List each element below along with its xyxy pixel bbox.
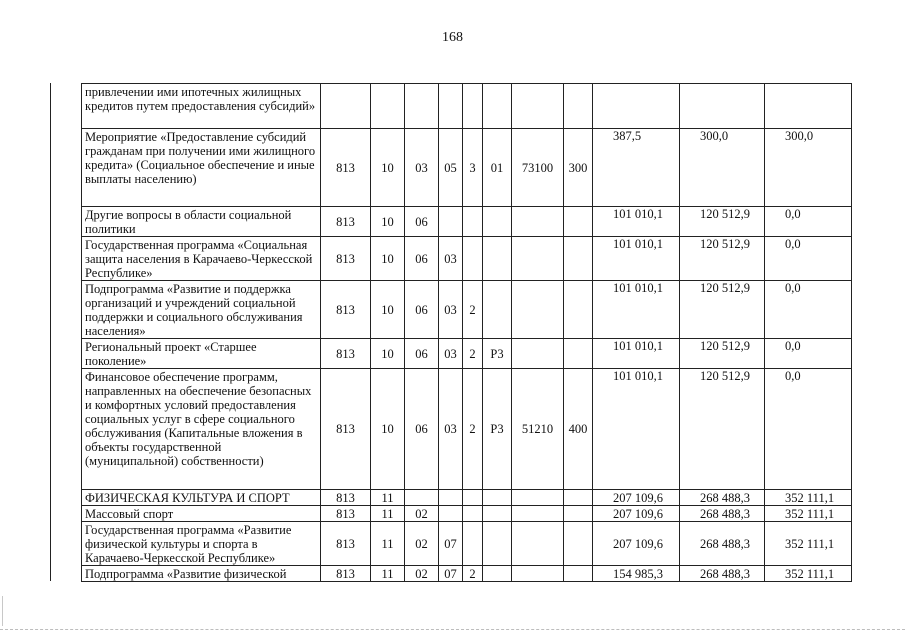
- program-code: [439, 84, 463, 129]
- amount-year-1: 101 010,1: [593, 339, 680, 369]
- table-row: [82, 207, 852, 237]
- scan-mark: [2, 596, 3, 626]
- subprogram-code: [463, 490, 483, 506]
- subsection-code: [405, 490, 439, 506]
- direction-code: [512, 84, 564, 129]
- subsection-code: 06: [405, 237, 439, 281]
- section-code: 11: [371, 490, 405, 506]
- row-name: Массовый спорт: [82, 506, 321, 522]
- project-code: [483, 281, 512, 339]
- row-name: ФИЗИЧЕСКАЯ КУЛЬТУРА И СПОРТ: [82, 490, 321, 506]
- amount-year-2: 120 512,9: [680, 207, 765, 237]
- table-body: [82, 84, 852, 582]
- amount-year-2: 120 512,9: [680, 369, 765, 490]
- amount-year-1: 207 109,6: [593, 506, 680, 522]
- subprogram-code: 2: [463, 339, 483, 369]
- row-name: привлечении ими ипотечных жилищных кредитов путем предоставления субсидий»: [82, 84, 321, 129]
- ministry-code: 813: [321, 207, 371, 237]
- direction-code: [512, 281, 564, 339]
- subsection-code: 06: [405, 339, 439, 369]
- amount-year-1: 101 010,1: [593, 369, 680, 490]
- subsection-code: 03: [405, 129, 439, 207]
- amount-year-1: 101 010,1: [593, 237, 680, 281]
- project-code: [483, 566, 512, 582]
- row-name: Финансовое обеспечение программ, направленных на обеспечение безопасных и комфортных условий предоставления социальных услуг в сфере социального обслуживания (Капитальные вложения в объекты государственной (муниципальной) собственности): [82, 369, 321, 490]
- subprogram-code: 2: [463, 281, 483, 339]
- subprogram-code: [463, 506, 483, 522]
- section-code: 10: [371, 207, 405, 237]
- direction-code: [512, 506, 564, 522]
- page-number: 168: [442, 30, 463, 45]
- row-name: Региональный проект «Старшее поколение»: [82, 339, 321, 369]
- program-code: [439, 490, 463, 506]
- amount-year-1: 207 109,6: [593, 522, 680, 566]
- amount-year-2: 120 512,9: [680, 281, 765, 339]
- amount-year-1: 101 010,1: [593, 281, 680, 339]
- amount-year-2: 300,0: [680, 129, 765, 207]
- amount-year-3: 0,0: [765, 339, 852, 369]
- table-row: [82, 237, 852, 281]
- table-row: [82, 339, 852, 369]
- program-code: 07: [439, 566, 463, 582]
- section-code: 10: [371, 129, 405, 207]
- amount-year-3: 352 111,1: [765, 490, 852, 506]
- direction-code: [512, 339, 564, 369]
- amount-year-1: 154 985,3: [593, 566, 680, 582]
- amount-year-1: 387,5: [593, 129, 680, 207]
- direction-code: 73100: [512, 129, 564, 207]
- ministry-code: 813: [321, 522, 371, 566]
- amount-year-3: 352 111,1: [765, 566, 852, 582]
- table-row: [82, 281, 852, 339]
- row-name: Другие вопросы в области социальной политики: [82, 207, 321, 237]
- row-name: Подпрограмма «Развитие и поддержка организаций и учреждений социальной поддержки и социального обслуживания населения»: [82, 281, 321, 339]
- subsection-code: 06: [405, 207, 439, 237]
- row-name: Подпрограмма «Развитие физической: [82, 566, 321, 582]
- amount-year-2: 120 512,9: [680, 339, 765, 369]
- section-code: 11: [371, 522, 405, 566]
- section-code: 10: [371, 369, 405, 490]
- amount-year-2: [680, 84, 765, 129]
- expense-type-code: [564, 84, 593, 129]
- direction-code: 51210: [512, 369, 564, 490]
- amount-year-3: 0,0: [765, 207, 852, 237]
- project-code: [483, 207, 512, 237]
- subsection-code: [405, 84, 439, 129]
- row-name: Государственная программа «Социальная защита населения в Карачаево-Черкесской Республике»: [82, 237, 321, 281]
- expense-type-code: [564, 490, 593, 506]
- project-code: [483, 237, 512, 281]
- project-code: [483, 522, 512, 566]
- project-code: [483, 490, 512, 506]
- program-code: 03: [439, 339, 463, 369]
- table-row: [82, 84, 852, 129]
- program-code: [439, 506, 463, 522]
- project-code: P3: [483, 369, 512, 490]
- subprogram-code: [463, 237, 483, 281]
- direction-code: [512, 207, 564, 237]
- subsection-code: 02: [405, 522, 439, 566]
- amount-year-3: 0,0: [765, 281, 852, 339]
- budget-table: [81, 83, 852, 582]
- subprogram-code: [463, 522, 483, 566]
- amount-year-1: 207 109,6: [593, 490, 680, 506]
- table-row: [82, 129, 852, 207]
- expense-type-code: [564, 566, 593, 582]
- amount-year-2: 268 488,3: [680, 490, 765, 506]
- amount-year-2: 268 488,3: [680, 506, 765, 522]
- program-code: [439, 207, 463, 237]
- ministry-code: 813: [321, 129, 371, 207]
- expense-type-code: [564, 506, 593, 522]
- program-code: 03: [439, 369, 463, 490]
- subprogram-code: 2: [463, 369, 483, 490]
- scan-line: [0, 629, 905, 630]
- expense-type-code: 400: [564, 369, 593, 490]
- table-row: [82, 369, 852, 490]
- section-code: 10: [371, 237, 405, 281]
- subprogram-code: 2: [463, 566, 483, 582]
- direction-code: [512, 237, 564, 281]
- amount-year-3: 300,0: [765, 129, 852, 207]
- subsection-code: 06: [405, 369, 439, 490]
- direction-code: [512, 566, 564, 582]
- table-row: [82, 522, 852, 566]
- ministry-code: 813: [321, 369, 371, 490]
- table-row: [82, 506, 852, 522]
- section-code: 11: [371, 566, 405, 582]
- program-code: 05: [439, 129, 463, 207]
- project-code: [483, 84, 512, 129]
- amount-year-2: 120 512,9: [680, 237, 765, 281]
- expense-type-code: [564, 522, 593, 566]
- ministry-code: 813: [321, 281, 371, 339]
- ministry-code: 813: [321, 237, 371, 281]
- subsection-code: 06: [405, 281, 439, 339]
- amount-year-3: [765, 84, 852, 129]
- expense-type-code: [564, 339, 593, 369]
- project-code: [483, 506, 512, 522]
- left-margin-line: [50, 83, 51, 581]
- section-code: [371, 84, 405, 129]
- section-code: 11: [371, 506, 405, 522]
- amount-year-3: 0,0: [765, 369, 852, 490]
- subprogram-code: [463, 84, 483, 129]
- amount-year-3: 352 111,1: [765, 506, 852, 522]
- program-code: 03: [439, 237, 463, 281]
- table-row: [82, 490, 852, 506]
- ministry-code: [321, 84, 371, 129]
- amount-year-2: 268 488,3: [680, 522, 765, 566]
- ministry-code: 813: [321, 566, 371, 582]
- subsection-code: 02: [405, 566, 439, 582]
- ministry-code: 813: [321, 506, 371, 522]
- direction-code: [512, 490, 564, 506]
- expense-type-code: 300: [564, 129, 593, 207]
- amount-year-2: 268 488,3: [680, 566, 765, 582]
- amount-year-1: [593, 84, 680, 129]
- subsection-code: 02: [405, 506, 439, 522]
- amount-year-3: 0,0: [765, 237, 852, 281]
- program-code: 07: [439, 522, 463, 566]
- ministry-code: 813: [321, 490, 371, 506]
- table-row: [82, 566, 852, 582]
- subprogram-code: 3: [463, 129, 483, 207]
- row-name: Государственная программа «Развитие физической культуры и спорта в Карачаево-Черкесской Республике»: [82, 522, 321, 566]
- direction-code: [512, 522, 564, 566]
- program-code: 03: [439, 281, 463, 339]
- section-code: 10: [371, 281, 405, 339]
- expense-type-code: [564, 237, 593, 281]
- section-code: 10: [371, 339, 405, 369]
- expense-type-code: [564, 207, 593, 237]
- project-code: P3: [483, 339, 512, 369]
- amount-year-3: 352 111,1: [765, 522, 852, 566]
- subprogram-code: [463, 207, 483, 237]
- amount-year-1: 101 010,1: [593, 207, 680, 237]
- expense-type-code: [564, 281, 593, 339]
- row-name: Мероприятие «Предоставление субсидий гражданам при получении ими жилищного кредита» (Социальное обеспечение и иные выплаты населению): [82, 129, 321, 207]
- project-code: 01: [483, 129, 512, 207]
- ministry-code: 813: [321, 339, 371, 369]
